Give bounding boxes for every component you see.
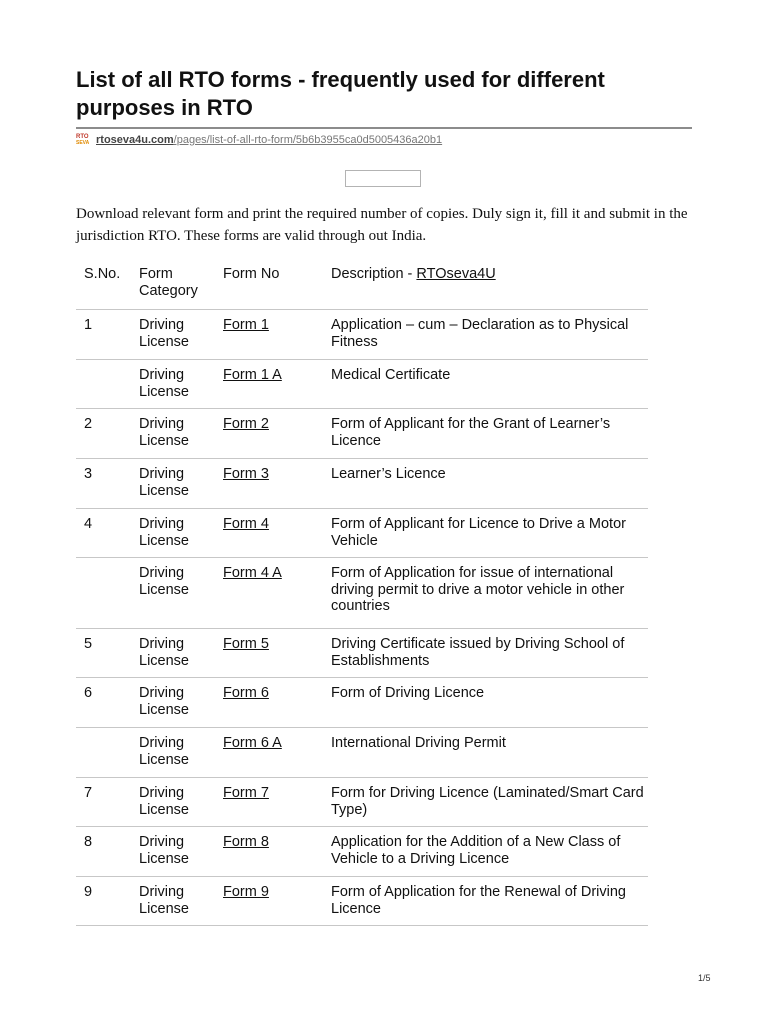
cell-description: Form of Application for the Renewal of Driving Licence [331, 884, 626, 917]
cell-sno [76, 728, 139, 778]
header-description [331, 264, 648, 310]
cell-category: Driving License [139, 466, 189, 499]
table-body [76, 310, 648, 926]
cell-description: Medical Certificate [331, 367, 451, 383]
cell-category: Driving License [139, 416, 189, 449]
cell-sno [76, 360, 139, 409]
table-row [76, 310, 648, 360]
rtoseva4u-link[interactable]: RTOseva4U [416, 266, 496, 282]
form-link[interactable]: Form 4 A [223, 565, 282, 581]
title-divider [76, 127, 692, 129]
cell-description: Application – cum – Declaration as to Physical Fitness [331, 317, 629, 350]
cell-description: Learner’s Licence [331, 466, 446, 482]
cell-sno: 7 [84, 785, 93, 801]
table-row [76, 778, 648, 827]
form-link[interactable]: Form 6 [223, 685, 269, 701]
header-category: Form Category [139, 266, 198, 299]
form-link[interactable]: Form 6 A [223, 735, 282, 751]
cell-description: Form of Driving Licence [331, 685, 485, 701]
cell-category: Driving License [139, 317, 189, 350]
rto-forms-table [76, 264, 648, 926]
cell-category: Driving License [139, 735, 189, 768]
header-sno: S.No. [84, 266, 121, 282]
form-link[interactable]: Form 9 [223, 884, 269, 900]
cell-sno: 6 [84, 685, 93, 701]
table-row [76, 877, 648, 926]
form-link[interactable]: Form 3 [223, 466, 269, 482]
cell-sno: 9 [84, 884, 93, 900]
logo-text-top: RTO [76, 134, 89, 140]
source-path-link[interactable]: /pages/list-of-all-rto-form/5b6b3955ca0d5005436a20b1 [173, 134, 443, 146]
cell-description: Driving Certificate issued by Driving School of Establishments [331, 636, 625, 669]
cell-sno: 4 [84, 516, 93, 532]
table-row [76, 509, 648, 558]
cell-sno: 8 [84, 834, 93, 850]
form-link[interactable]: Form 1 A [223, 367, 282, 383]
source-domain-link[interactable]: rtoseva4u.com [96, 134, 174, 146]
table-row [76, 728, 648, 778]
table-row [76, 629, 648, 678]
cell-description: Form of Applicant for Licence to Drive a Motor Vehicle [331, 516, 626, 549]
intro-paragraph: Download relevant form and print the required number of copies. Duly sign it, fill it and submit in the jurisdiction RTO. These forms are valid through out India. [76, 206, 688, 244]
source-line [76, 132, 442, 148]
embedded-box [345, 170, 421, 187]
cell-category: Driving License [139, 884, 189, 917]
cell-description: Application for the Addition of a New Class of Vehicle to a Driving Licence [331, 834, 621, 867]
cell-category: Driving License [139, 516, 189, 549]
header-description-label: Description - [331, 266, 417, 282]
form-link[interactable]: Form 8 [223, 834, 269, 850]
table-row [76, 678, 648, 728]
cell-description: International Driving Permit [331, 735, 506, 751]
cell-category: Driving License [139, 565, 189, 598]
table-row [76, 827, 648, 877]
cell-description: Form of Application for issue of international driving permit to drive a motor vehicle in other countries [331, 565, 625, 614]
page-title: List of all RTO forms - frequently used for different purposes in RTO [76, 67, 605, 120]
cell-sno: 5 [84, 636, 93, 652]
table-row [76, 558, 648, 629]
form-link[interactable]: Form 4 [223, 516, 269, 532]
page-number: 1/5 [698, 973, 711, 983]
cell-description: Form of Applicant for the Grant of Learner’s Licence [331, 416, 611, 449]
form-link[interactable]: Form 7 [223, 785, 269, 801]
cell-sno [76, 558, 139, 629]
cell-sno: 1 [84, 317, 93, 333]
form-link[interactable]: Form 2 [223, 416, 269, 432]
cell-description: Form for Driving Licence (Laminated/Smart Card Type) [331, 785, 644, 818]
table-row [76, 360, 648, 409]
cell-sno: 2 [84, 416, 93, 432]
form-link[interactable]: Form 5 [223, 636, 269, 652]
cell-category: Driving License [139, 636, 189, 669]
table-row [76, 459, 648, 509]
cell-category: Driving License [139, 367, 189, 400]
cell-category: Driving License [139, 685, 189, 718]
logo-text-bottom: SEVA [76, 140, 90, 146]
cell-category: Driving License [139, 834, 189, 867]
cell-category: Driving License [139, 785, 189, 818]
table-header-row [76, 264, 648, 310]
cell-sno: 3 [84, 466, 93, 482]
rtoseva-logo-icon [76, 132, 91, 148]
table-row [76, 409, 648, 459]
header-form-no: Form No [223, 266, 280, 282]
form-link[interactable]: Form 1 [223, 317, 269, 333]
